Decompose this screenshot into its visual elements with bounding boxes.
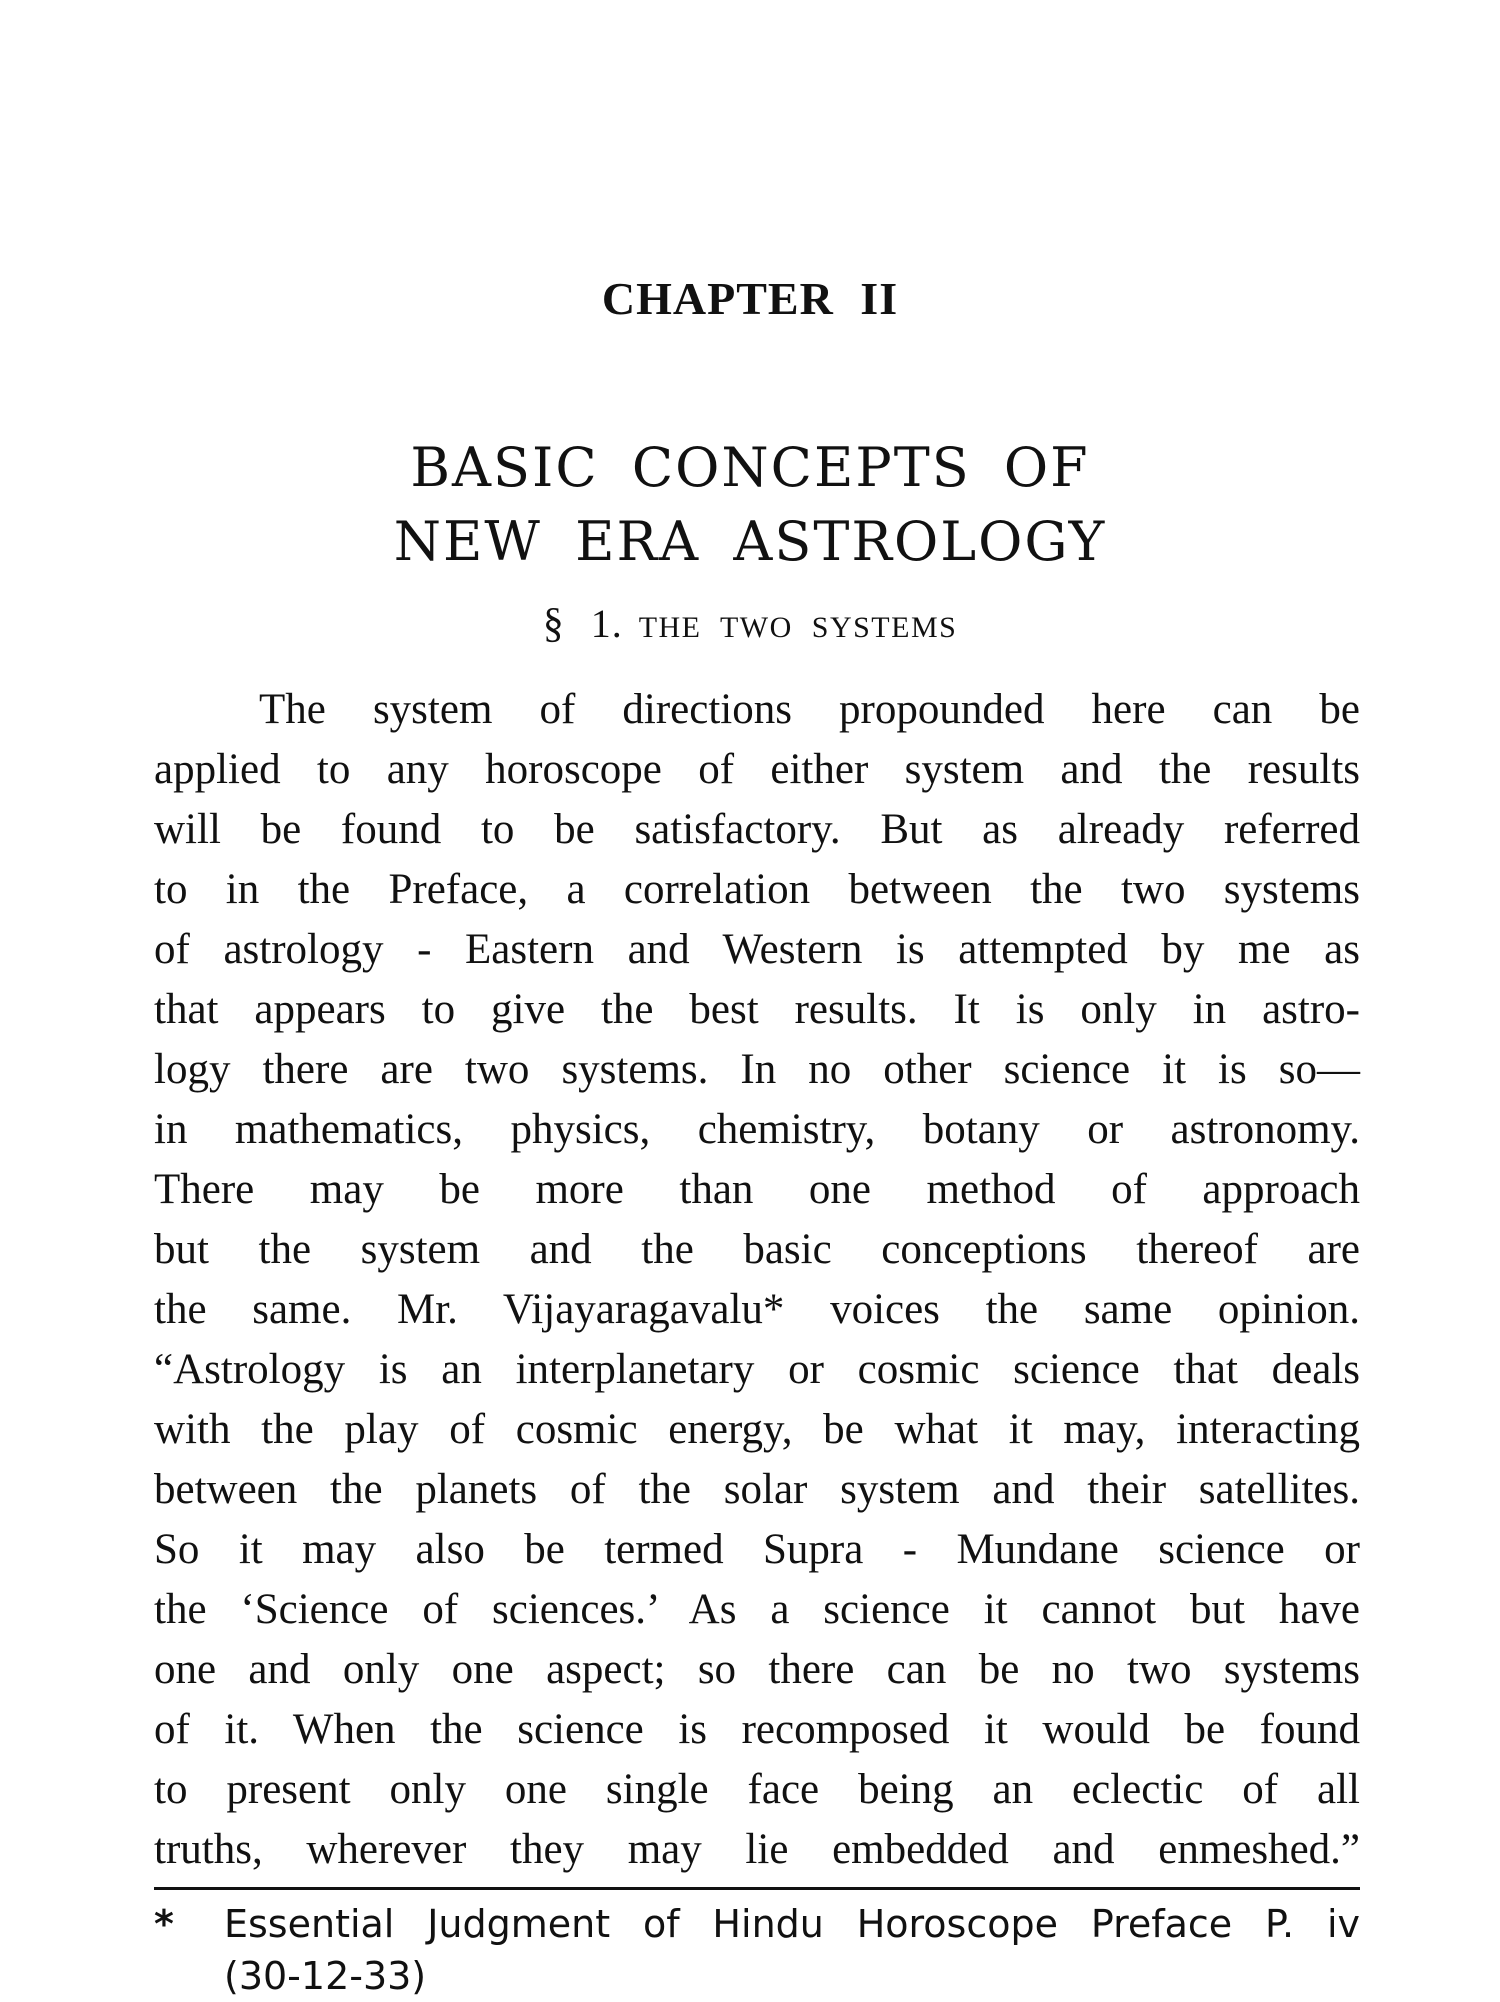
section-number: 1. (590, 601, 623, 646)
section-heading (0, 600, 1500, 648)
text-line: the same. Mr. Vijayaragavalu* voices the same opinion. (154, 1286, 1360, 1333)
footnote-marker: * (154, 1902, 174, 1946)
text-line: will be found to be satisfactory. But as already referred (154, 806, 1360, 853)
footnote (154, 1898, 1360, 2002)
text-line: to present only one single face being an eclectic of all (154, 1766, 1360, 1813)
text-line: of astrology - Eastern and Western is attempted by me as (154, 926, 1360, 973)
text-line: The system of directions propounded here can be (259, 686, 1360, 733)
footnote-divider (154, 1887, 1360, 1890)
text-line: the ‘Science of sciences.’ As a science it cannot but have (154, 1586, 1360, 1633)
text-line: There may be more than one method of approach (154, 1166, 1360, 1213)
text-line: that appears to give the best results. It is only in astro- (154, 986, 1360, 1033)
text-line: to in the Preface, a correlation between the two systems (154, 866, 1360, 913)
text-line: applied to any horoscope of either system and the results (154, 746, 1360, 793)
text-line: between the planets of the solar system and their satellites. (154, 1466, 1360, 1513)
footnote-text: Essential Judgment of Hindu Horoscope Preface P. iv (224, 1902, 1360, 1946)
text-line: one and only one aspect; so there can be no two systems (154, 1646, 1360, 1693)
text-line: “Astrology is an interplanetary or cosmic science that deals (154, 1346, 1360, 1393)
body-paragraph (154, 680, 1360, 1880)
text-line: truths, wherever they may lie embedded and enmeshed.” (154, 1826, 1360, 1873)
text-line: with the play of cosmic energy, be what it may, interacting (154, 1406, 1360, 1453)
section-label: THE TWO SYSTEMS (638, 611, 958, 644)
text-line: but the system and the basic conceptions thereof are (154, 1226, 1360, 1273)
section-symbol: § (542, 601, 565, 647)
text-line: logy there are two systems. In no other science it is so— (154, 1046, 1360, 1093)
chapter-heading: CHAPTER II (601, 273, 899, 324)
chapter-title-line-1: BASIC CONCEPTS OF (410, 436, 1090, 499)
text-line: in mathematics, physics, chemistry, botany or astronomy. (154, 1106, 1360, 1153)
text-line: So it may also be termed Supra - Mundane science or (154, 1526, 1360, 1573)
text-line: of it. When the science is recomposed it would be found (154, 1706, 1360, 1753)
footnote-date: (30-12-33) (224, 1954, 427, 1998)
chapter-title-line-2: NEW ERA ASTROLOGY (393, 510, 1107, 573)
